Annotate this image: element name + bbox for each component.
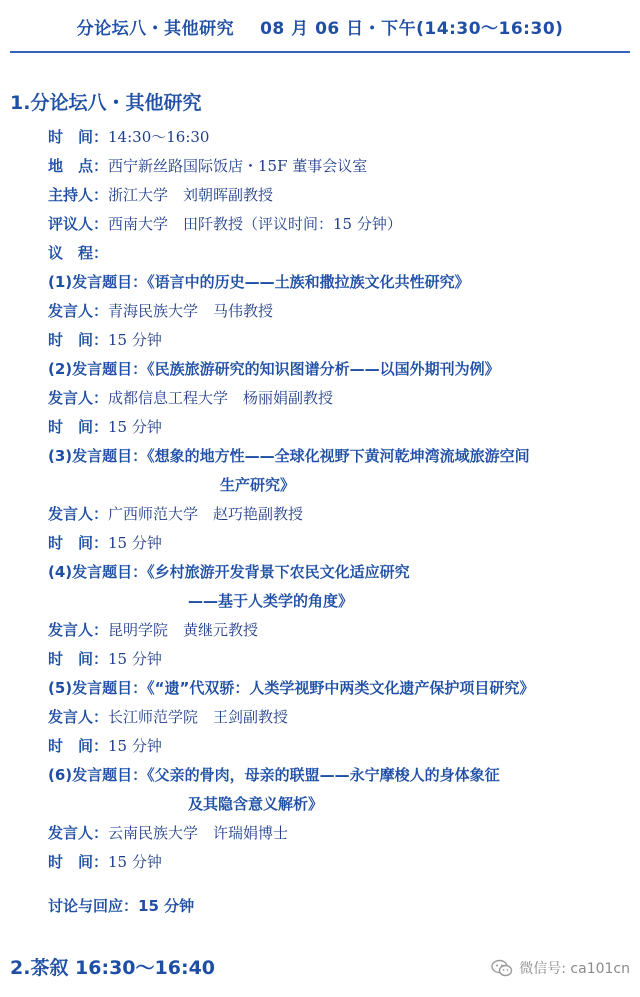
talk-title: 《民族旅游研究的知识图谱分析——以国外期刊为例》 — [147, 360, 500, 378]
talk-prefix: (5)发言题目： — [48, 679, 148, 697]
speaker-value: 长江师范学院 王剑副教授 — [108, 708, 289, 726]
talk-time-value: 15 分钟 — [108, 418, 162, 436]
speaker-label: 发言人： — [48, 302, 109, 320]
page-header — [0, 0, 640, 52]
place-label: 地 点： — [48, 157, 109, 175]
speaker-value: 青海民族大学 马伟教授 — [108, 302, 274, 320]
talk-time-row — [48, 417, 162, 437]
section-title-forum: 1.分论坛八・其他研究 — [10, 92, 202, 114]
watermark-text: 微信号: ca101cn — [519, 961, 630, 977]
talk-time-value: 15 分钟 — [108, 534, 162, 552]
speaker-label: 发言人： — [48, 708, 109, 726]
talk-title-row — [48, 359, 500, 379]
speaker-value: 成都信息工程大学 杨丽娟副教授 — [108, 389, 334, 407]
talk-time-row — [48, 330, 162, 350]
talk-speaker-row — [48, 301, 273, 321]
talk-speaker-row — [48, 823, 288, 843]
talk-speaker-row — [48, 707, 288, 727]
reviewer-row — [48, 214, 402, 234]
talk-title-row — [48, 272, 470, 292]
time-value: 14:30〜16:30 — [108, 128, 210, 146]
time-row — [48, 127, 209, 147]
speaker-label: 发言人： — [48, 505, 109, 523]
talk-speaker-row — [48, 388, 333, 408]
agenda-label: 议 程： — [48, 244, 109, 262]
talk-speaker-row — [48, 504, 303, 524]
talk-time-value: 15 分钟 — [108, 737, 162, 755]
talk-title-row — [48, 562, 410, 582]
speaker-value: 广西师范大学 赵巧艳副教授 — [108, 505, 304, 523]
talk-time-value: 15 分钟 — [108, 650, 162, 668]
talk-title: 《“遗”代双骄：人类学视野中两类文化遗产保护项目研究》 — [147, 679, 535, 697]
place-value: 西宁新丝路国际饭店・15F 董事会议室 — [108, 157, 368, 175]
talk-prefix: (4)发言题目： — [48, 563, 148, 581]
talk-title-continuation: 及其隐含意义解析》 — [188, 795, 324, 813]
talk-title-row — [48, 446, 530, 466]
speaker-label: 发言人： — [48, 389, 109, 407]
talk-time-row — [48, 736, 162, 756]
reviewer-label: 评议人： — [48, 215, 109, 233]
speaker-label: 发言人： — [48, 621, 109, 639]
header-datetime: 08 月 06 日・下午(14:30〜16:30) — [260, 18, 564, 39]
talk-title-row — [48, 678, 534, 698]
speaker-label: 发言人： — [48, 824, 109, 842]
speaker-value: 昆明学院 黄继元教授 — [108, 621, 259, 639]
speaker-value: 云南民族大学 许瑞娟博士 — [108, 824, 289, 842]
talk-title: 《父亲的骨肉，母亲的联盟——永宁摩梭人的身体象征 — [147, 766, 500, 784]
talk-title-continuation: ——基于人类学的角度》 — [188, 592, 354, 610]
talk-prefix: (2)发言题目： — [48, 360, 148, 378]
agenda-row — [48, 243, 108, 263]
talk-title: 《语言中的历史——土族和撒拉族文化共性研究》 — [147, 273, 470, 291]
section-title-tea-break: 2.茶叙 16:30〜16:40 — [10, 957, 216, 979]
place-row — [48, 156, 367, 176]
reviewer-value: 西南大学 田阡教授（评议时间：15 分钟） — [108, 215, 402, 233]
time-label: 时 间： — [48, 128, 109, 146]
talk-time-label: 时 间： — [48, 331, 109, 349]
host-value: 浙江大学 刘朝晖副教授 — [108, 186, 274, 204]
talk-time-value: 15 分钟 — [108, 331, 162, 349]
talk-title-row — [48, 765, 500, 785]
host-label: 主持人： — [48, 186, 109, 204]
header-divider — [10, 51, 630, 53]
talk-prefix: (3)发言题目： — [48, 447, 148, 465]
host-row — [48, 185, 273, 205]
talk-time-label: 时 间： — [48, 737, 109, 755]
talk-time-label: 时 间： — [48, 650, 109, 668]
talk-title: 《乡村旅游开发背景下农民文化适应研究 — [147, 563, 410, 581]
talk-title-continuation: 生产研究》 — [220, 476, 296, 494]
talk-time-row — [48, 533, 162, 553]
talk-time-value: 15 分钟 — [108, 853, 162, 871]
talk-prefix: (6)发言题目： — [48, 766, 148, 784]
talk-time-label: 时 间： — [48, 853, 109, 871]
talk-speaker-row — [48, 620, 258, 640]
talk-time-label: 时 间： — [48, 418, 109, 436]
header-title: 分论坛八・其他研究 — [76, 18, 235, 39]
talk-time-row — [48, 852, 162, 872]
talk-time-label: 时 间： — [48, 534, 109, 552]
wechat-icon — [491, 959, 513, 977]
discussion-line: 讨论与回应：15 分钟 — [48, 897, 195, 915]
talk-prefix: (1)发言题目： — [48, 273, 148, 291]
wechat-watermark — [491, 958, 630, 978]
talk-title: 《想象的地方性——全球化视野下黄河乾坤湾流域旅游空间 — [147, 447, 530, 465]
talk-time-row — [48, 649, 162, 669]
